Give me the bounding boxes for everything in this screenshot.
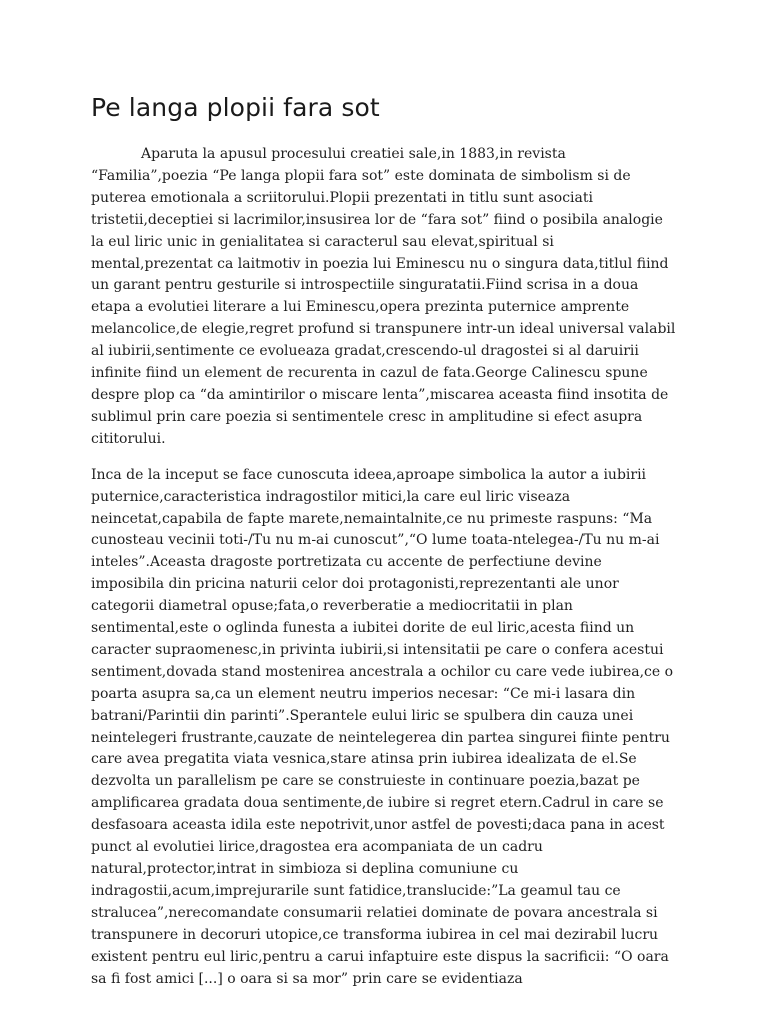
- paragraph-analysis: Inca de la inceput se face cunoscuta ideea,aproape simbolica la autor a iubirii puternice,caracteristica indragostilor mitici,la care eul liric viseaza neincetat,capabila de fapte marete,nemaintalnite,ce nu primeste raspuns: “Ma cunosteau vecinii toti-/Tu nu m-ai cunoscut”,“O lume toata-ntelegea-/Tu nu m-ai inteles”.Aceasta dragoste portretizata cu accente de perfectiune devine imposibila din pricina naturii celor doi protagonisti,reprezentanti ale unor categorii diametral opuse;fata,o reverberatie a mediocritatii in plan sentimental,este o oglinda funesta a iubitei dorite de eul liric,acesta fiind un caracter supraomenesc,in privinta iubirii,si intensitatii pe care o confera acestui sentiment,dovada stand mostenirea ancestrala a ochilor cu care vede iubirea,ce o poarta asupra sa,ca un element neutru imperios necesar: “Ce mi-i lasara din batrani/Parintii din parinti”.Sperantele eului liric se spulbera din cauza unei neintelegeri frustrante,cauzate de neintelegerea din partea singurei fiinte pentru care avea pregatita viata vesnica,stare atinsa prin iubirea idealizata de el.Se dezvolta un parallelism pe care se construieste in continuare poezia,bazat pe amplificarea gradata doua sentimente,de iubire si regret etern.Cadrul in care se desfasoara aceasta idila este nepotrivit,unor astfel de povesti;daca pana in acest punct al evolutiei lirice,dragostea era acompaniata de un cadru natural,protector,intrat in simbioza si deplina comuniune cu indragostii,acum,imprejurarile sunt fatidice,translucide:”La geamul tau ce stralucea”,nerecomandate consumarii relatiei dominate de povara ancestrala si transpunere in decoruri utopice,ce transforma iubirea in cel mai dezirabil lucru existent pentru eul liric,pentru a carui infaptuire este dispus la sacrificii: “O oara sa fi fost amici [...] o oara si sa mor” prin care se evidentiaza: [91, 466, 674, 987]
- document-title: Pe langa plopii fara sot: [91, 93, 380, 122]
- document-content: [91, 92, 676, 1004]
- paragraph-intro: Aparuta la apusul procesului creatiei sale,in 1883,in revista “Familia”,poezia “Pe langa plopii fara sot” este dominata de simbolism si de puterea emotionala a scriitorului.Plopii prezentati in titlu sunt asociati tristetii,deceptiei si lacrimilor,insusirea lor de “fara sot” fiind o posibila analogie la eul liric unic in genialitatea si caracterul sau elevat,spiritual si mental,prezentat ca laitmotiv in poezia lui Eminescu nu o singura data,titlul fiind un garant pentru gesturile si introspectiile singuratatii.Fiind scrisa in a doua etapa a evolutiei literare a lui Eminescu,opera prezinta puternice amprente melancolice,de elegie,regret profund si transpunere intr-un ideal universal valabil al iubirii,sentimente ce evolueaza gradat,crescendo-ul dragostei si al daruirii infinite fiind un element de recurenta in cazul de fata.George Calinescu spune despre plop ca “da amintirilor o miscare lenta”,miscarea aceasta fiind insotita de sublimul prin care poezia si sentimentele cresc in amplitudine si efect asupra cititorului.: [91, 146, 676, 447]
